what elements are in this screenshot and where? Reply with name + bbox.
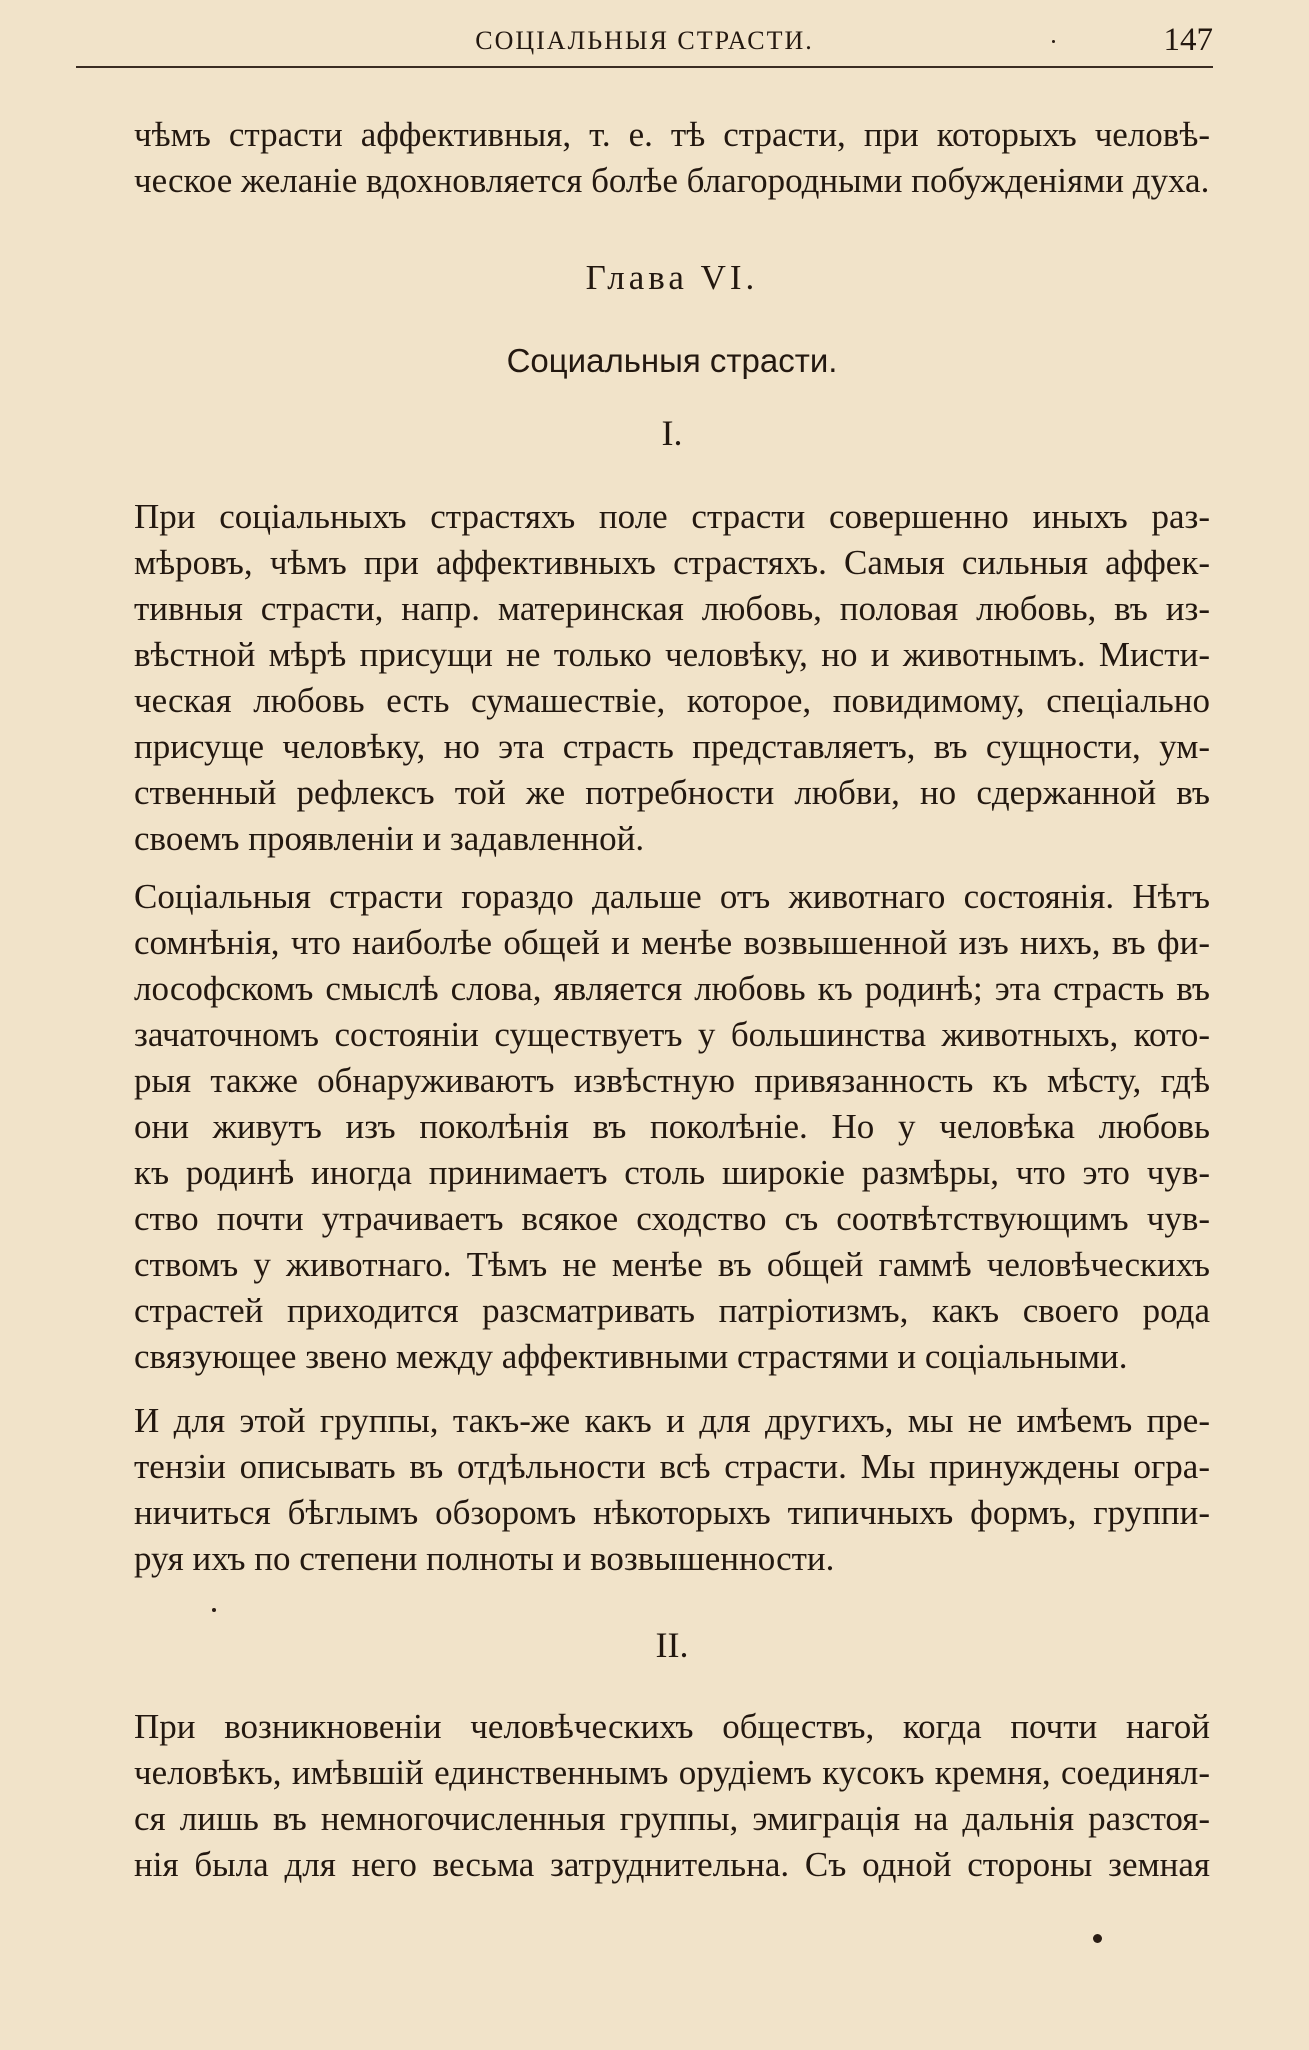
paragraph <box>134 494 1210 862</box>
text-line: вѣстной мѣрѣ присущи не только человѣку, но и животнымъ. Мисти- <box>134 635 1210 674</box>
intro-paragraph <box>134 112 1210 204</box>
text-line: тензіи описывать въ отдѣльности всѣ страсти. Мы принуждены огра- <box>134 1447 1210 1486</box>
text-line: Соціальныя страсти гораздо дальше отъ животнаго состоянія. Нѣтъ <box>134 877 1210 916</box>
text-line: ство почти утрачиваетъ всякое сходство съ соотвѣтствующимъ чув- <box>134 1199 1210 1238</box>
text-line: ческая любовь есть сумашествіе, которое, повидимому, спеціально <box>134 681 1210 720</box>
text-line: мѣровъ, чѣмъ при аффективныхъ страстяхъ. Самыя сильныя аффек- <box>134 543 1210 582</box>
text-line: человѣкъ, имѣвшій единственнымъ орудіемъ кусокъ кремня, соединял- <box>134 1753 1210 1792</box>
text-line: сомнѣнія, что наиболѣе общей и менѣе возвышенной изъ нихъ, въ фи- <box>134 923 1210 962</box>
text-line: они живутъ изъ поколѣнія въ поколѣніе. Но у человѣка любовь <box>134 1107 1210 1146</box>
text-line: ственный рефлексъ той же потребности любви, но сдержанной въ <box>134 773 1210 812</box>
text-line: связующее звено между аффективными страстями и соціальными. <box>134 1337 1128 1376</box>
text-line: ся лишь въ немногочисленныя группы, эмиграція на дальнія разстоя- <box>134 1799 1210 1838</box>
text-line: И для этой группы, такъ-же какъ и для другихъ, мы не имѣемъ пре- <box>134 1401 1210 1440</box>
paragraph <box>134 1704 1210 1888</box>
paragraph <box>134 1398 1210 1582</box>
text-line: своемъ проявленіи и задавленной. <box>134 819 645 858</box>
ink-speck <box>212 1608 216 1612</box>
text-line: зачаточномъ состояніи существуетъ у большинства животныхъ, кото- <box>134 1015 1210 1054</box>
page-number: 147 <box>1163 22 1213 58</box>
text-line: чѣмъ страсти аффективныя, т. е. тѣ страсти, при которыхъ человѣ- <box>134 115 1210 154</box>
text-line: При соціальныхъ страстяхъ поле страсти совершенно иныхъ раз- <box>134 497 1210 536</box>
text-line: страстей приходится разсматривать патріотизмъ, какъ своего рода <box>134 1291 1210 1330</box>
text-line: лософскомъ смыслѣ слова, является любовь къ родинѣ; эта страсть въ <box>134 969 1210 1008</box>
running-head <box>76 22 1213 68</box>
section-numeral: I. <box>661 413 683 453</box>
chapter-label: Глава VI. <box>585 258 759 297</box>
text-line: При возникновеніи человѣческихъ обществъ, когда почти нагой <box>134 1707 1210 1746</box>
text-line: нія была для него весьма затруднительна. Съ одной стороны земная <box>134 1845 1210 1884</box>
text-line: тивныя страсти, напр. материнская любовь, половая любовь, въ из- <box>134 589 1210 628</box>
ink-speck <box>1093 1934 1102 1943</box>
text-line: руя ихъ по степени полноты и возвышенности. <box>134 1539 835 1578</box>
ink-speck <box>1052 40 1055 43</box>
text-line: ничиться бѣглымъ обзоромъ нѣкоторыхъ типичныхъ формъ, группи- <box>134 1493 1210 1532</box>
text-line: ствомъ у животнаго. Тѣмъ не менѣе въ общей гаммѣ человѣческихъ <box>134 1245 1210 1284</box>
paragraph <box>134 874 1210 1380</box>
chapter-title: Социальныя страсти. <box>506 342 838 379</box>
section-numeral: II. <box>655 1625 689 1665</box>
running-title: СОЦІАЛЬНЫЯ СТРАСТИ. <box>475 26 814 55</box>
text-line: къ родинѣ иногда принимаетъ столь широкіе размѣры, что это чув- <box>134 1153 1210 1192</box>
text-line: рыя также обнаруживаютъ извѣстную привязанность къ мѣсту, гдѣ <box>134 1061 1210 1100</box>
text-line: ческое желаніе вдохновляется болѣе благородными побужденіями духа. <box>134 161 1210 200</box>
text-line: присуще человѣку, но эта страсть представляетъ, въ сущности, ум- <box>134 727 1210 766</box>
